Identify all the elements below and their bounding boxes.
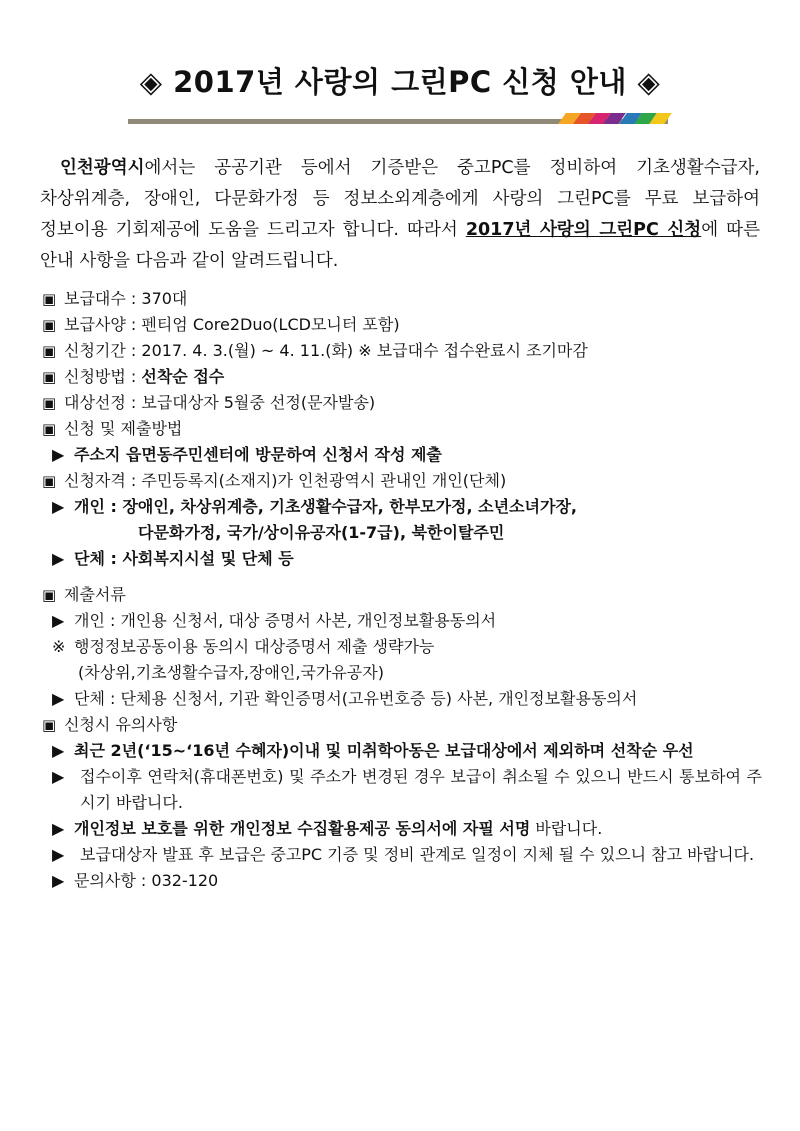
list-item-caution-1: ▶ 최근 2년(‘15~‘16년 수혜자)이내 및 미취학아동은 보급대상에서 제외하며 선착순 우선 <box>42 738 762 764</box>
list-item-docs-group: ▶ 단체 : 단체용 신청서, 기관 확인증명서(고유번호증 등) 사본, 개인정보활용동의서 <box>42 686 762 712</box>
square-bullet-icon: ▣ <box>42 368 57 386</box>
list-item-qualification: ▣ 신청자격 : 주민등록지(소재지)가 인천광역시 관내인 개인(단체) <box>42 468 762 494</box>
arrow-bullet-icon: ▶ <box>52 741 65 760</box>
list-item-submit-method: ▣ 신청 및 제출방법 <box>42 416 762 442</box>
square-bullet-icon: ▣ <box>42 316 57 334</box>
list-item-spec: ▣ 보급사양 : 펜티엄 Core2Duo(LCD모니터 포함) <box>42 312 762 338</box>
square-bullet-icon: ▣ <box>42 586 57 604</box>
list-item-docs-note-cont: (차상위,기초생활수급자,장애인,국가유공자) <box>78 663 384 682</box>
square-bullet-icon: ▣ <box>42 716 57 734</box>
square-bullet-icon: ▣ <box>42 420 57 438</box>
spacer <box>42 572 762 582</box>
square-bullet-icon: ▣ <box>42 342 57 360</box>
intro-paragraph <box>40 153 760 277</box>
list-item-cautions: ▣ 신청시 유의사항 <box>42 712 762 738</box>
square-bullet-icon: ▣ <box>42 290 57 308</box>
list-item-select: ▣ 대상선정 : 보급대상자 5월중 선정(문자발송) <box>42 390 762 416</box>
arrow-bullet-icon: ▶ <box>52 689 65 708</box>
arrow-bullet-icon: ▶ <box>52 497 65 516</box>
intro-text-1: 에서는 공공기관 등에서 기증받은 중고PC를 정비하여 기초생활수급자,차상위계층, 장애인, 다문화가정 등 정보소외계층에게 사랑의 그린PC를 무료 보급하여 정보이용 기회제공에 도움을 드리고자 합니다. 따라서 <box>40 158 760 240</box>
intro-org: 인천광역시 <box>60 158 145 178</box>
note-mark-icon: ※ <box>52 637 66 656</box>
arrow-bullet-icon: ▶ <box>52 611 65 630</box>
list-item-docs-note: ※ 행정정보공동이용 동의시 대상증명서 제출 생략가능 <box>42 634 762 660</box>
list-item-method: ▣ 신청방법 : 선착순 접수 <box>42 364 762 390</box>
title-wrap <box>0 60 800 101</box>
list-item-docs: ▣ 제출서류 <box>42 582 762 608</box>
arrow-bullet-icon: ▶ <box>52 445 65 464</box>
list-item-qual-group: ▶ 단체 : 사회복지시설 및 단체 등 <box>42 546 762 572</box>
arrow-bullet-icon: ▶ <box>52 549 65 568</box>
list-item-period: ▣ 신청기간 : 2017. 4. 3.(월) ~ 4. 11.(화) ※ 보급대수 접수완료시 조기마감 <box>42 338 762 364</box>
arrow-bullet-icon: ▶ <box>52 871 65 890</box>
list-item-inquiry: ▶ 문의사항 : 032-120 <box>42 868 762 894</box>
square-bullet-icon: ▣ <box>42 472 57 490</box>
arrow-bullet-icon: ▶ <box>52 819 65 838</box>
arrow-bullet-icon: ▶ <box>52 767 65 786</box>
info-list <box>42 286 762 894</box>
list-item-qual-personal: ▶ 개인 : 장애인, 차상위계층, 기초생활수급자, 한부모가정, 소년소녀가장, <box>42 494 762 520</box>
list-item-caution-3: ▶ 개인정보 보호를 위한 개인정보 수집활용제공 동의서에 자필 서명 바랍니다. <box>42 816 762 842</box>
page-title: ◈ 2017년 사랑의 그린PC 신청 안내 ◈ <box>139 65 661 99</box>
arrow-bullet-icon: ▶ <box>52 845 65 864</box>
list-item-caution-4: ▶ 보급대상자 발표 후 보급은 중고PC 기증 및 정비 관계로 일정이 지체 될 수 있으니 참고 바랍니다. <box>42 842 762 868</box>
list-item-qty: ▣ 보급대수 : 370대 <box>42 286 762 312</box>
title-color-decoration <box>562 113 668 124</box>
intro-underlined: 2017년 사랑의 그린PC 신청 <box>465 220 702 240</box>
list-item-qual-personal-cont: 다문화가정, 국가/상이유공자(1-7급), 북한이탈주민 <box>138 523 505 542</box>
list-item-caution-2: ▶ 접수이후 연락처(휴대폰번호) 및 주소가 변경된 경우 보급이 취소될 수 있으니 반드시 통보하여 주시기 바랍니다. <box>42 764 762 816</box>
list-item-docs-personal: ▶ 개인 : 개인용 신청서, 대상 증명서 사본, 개인정보활용동의서 <box>42 608 762 634</box>
intro-text-2: 에 따른 안내 사항을 다음과 같이 알려드립니다. <box>40 220 760 271</box>
square-bullet-icon: ▣ <box>42 394 57 412</box>
list-item-submit-detail: ▶ 주소지 읍면동주민센터에 방문하여 신청서 작성 제출 <box>42 442 762 468</box>
